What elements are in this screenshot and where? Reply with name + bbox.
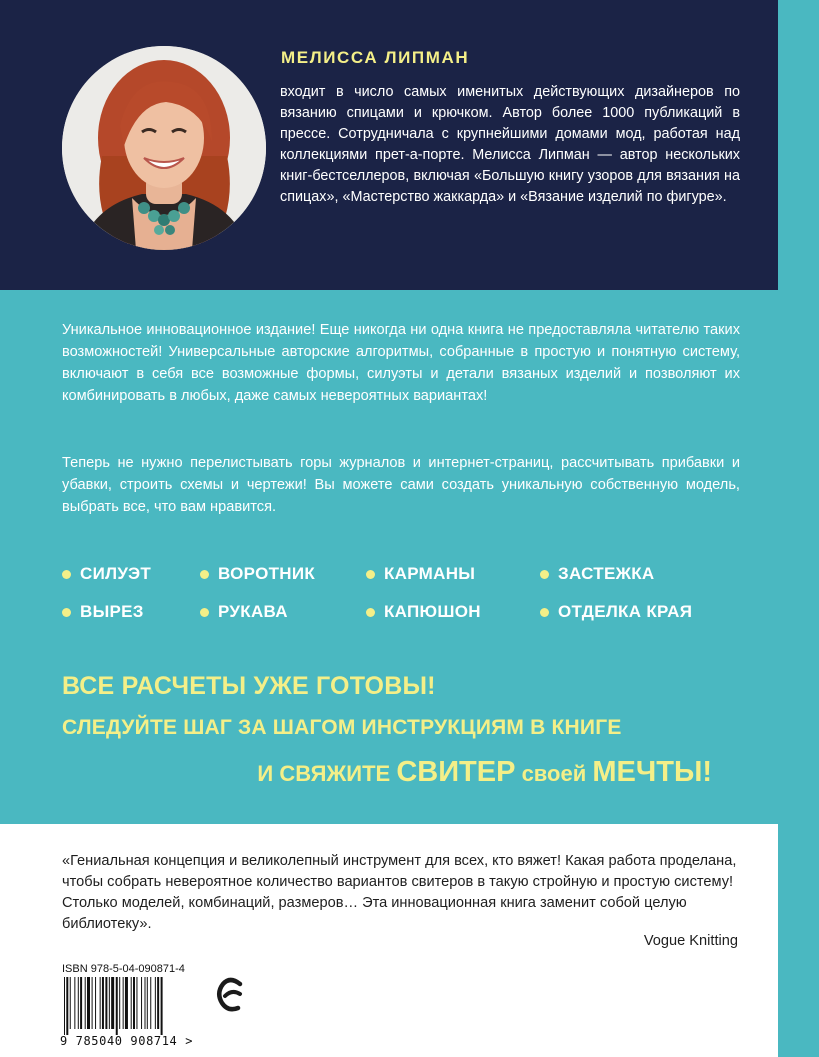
- bullet-dot-icon: [540, 570, 549, 579]
- bullet-dot-icon: [200, 608, 209, 617]
- feature-label: ВЫРЕЗ: [80, 602, 144, 621]
- feature-item: [366, 602, 481, 622]
- bullet-dot-icon: [366, 608, 375, 617]
- description-paragraph-2: Теперь не нужно перелистывать горы журналов и интернет-страниц, рассчитывать прибавки и убавки, строить схемы и чертежи! Вы можете сами создать уникальную собственную модель, выбрать все, что вам нравится.: [62, 455, 740, 515]
- feature-item: [540, 564, 655, 584]
- author-bio: входит в число самых именитых действующих дизайнеров по вязанию спицами и крючком. Автор более 1000 публикаций в прессе. Сотрудничала с крупнейшими домами мод, работая над коллекциями прет-а-порте. Мелисса Липман — автор нескольких книг-бестселлеров, включая «Большую книгу узоров для вязания на спицах», «Мастерство жаккарда» и «Вязание изделий по фигуре».: [280, 84, 740, 205]
- book-spine-edge: [778, 0, 819, 1057]
- bullet-dot-icon: [366, 570, 375, 579]
- description-paragraph-1: Уникальное инновационное издание! Еще никогда ни одна книга не предоставляла читателю таких возможностей! Универсальные авторские алгоритмы, собранные в простую и понятную систему, включают в себя все возможные формы, силуэты и детали вязаных изделий и позволяют их комбинировать в любых, даже самых невероятных вариантах!: [62, 322, 740, 404]
- bullet-dot-icon: [62, 570, 71, 579]
- feature-label: ОТДЕЛКА КРАЯ: [558, 602, 693, 621]
- feature-item: [62, 564, 151, 584]
- headline-line-1: ВСЕ РАСЧЕТЫ УЖЕ ГОТОВЫ!: [62, 672, 436, 700]
- feature-item: [62, 602, 144, 622]
- review-quote: «Гениальная концепция и великолепный инструмент для всех, кто вяжет! Какая работа проделана, чтобы собрать невероятное количество вариантов свитеров в такую стройную и простую систему! Столько моделей, комбинаций, размеров… Эта инновационная книга заменит собой целую библиотеку».: [62, 853, 737, 932]
- feature-label: ВОРОТНИК: [218, 564, 316, 583]
- feature-item: [200, 564, 315, 584]
- headline-emphasis: СВИТЕР: [396, 756, 516, 788]
- barcode: [62, 977, 204, 1035]
- feature-label: КАРМАНЫ: [384, 564, 476, 583]
- barcode-digits: 9 785040 908714 >: [60, 1034, 194, 1048]
- bullet-dot-icon: [62, 608, 71, 617]
- headline-line-3: [257, 756, 712, 789]
- feature-label: КАПЮШОН: [384, 602, 481, 621]
- author-photo: [62, 46, 266, 250]
- feature-label: СИЛУЭТ: [80, 564, 152, 583]
- author-name: МЕЛИССА ЛИПМАН: [281, 48, 470, 67]
- feature-label: РУКАВА: [218, 602, 288, 621]
- headline-emphasis: МЕЧТЫ!: [592, 756, 712, 788]
- description-section: [0, 290, 778, 824]
- bullet-dot-icon: [200, 570, 209, 579]
- feature-item: [200, 602, 288, 622]
- headline-text: своей: [515, 761, 593, 786]
- bullet-dot-icon: [540, 608, 549, 617]
- headline-line-2: СЛЕДУЙТЕ ШАГ ЗА ШАГОМ ИНСТРУКЦИЯМ В КНИГЕ: [62, 716, 622, 739]
- feature-item: [366, 564, 475, 584]
- isbn-label: ISBN 978-5-04-090871-4: [62, 963, 185, 975]
- author-section: [0, 0, 778, 290]
- headline-text: И СВЯЖИТЕ: [257, 761, 397, 786]
- feature-item: [540, 602, 692, 622]
- quote-source: Vogue Knitting: [643, 933, 738, 949]
- publisher-logo-icon: [216, 976, 246, 1016]
- feature-label: ЗАСТЕЖКА: [558, 564, 655, 583]
- quote-section: [0, 824, 778, 1057]
